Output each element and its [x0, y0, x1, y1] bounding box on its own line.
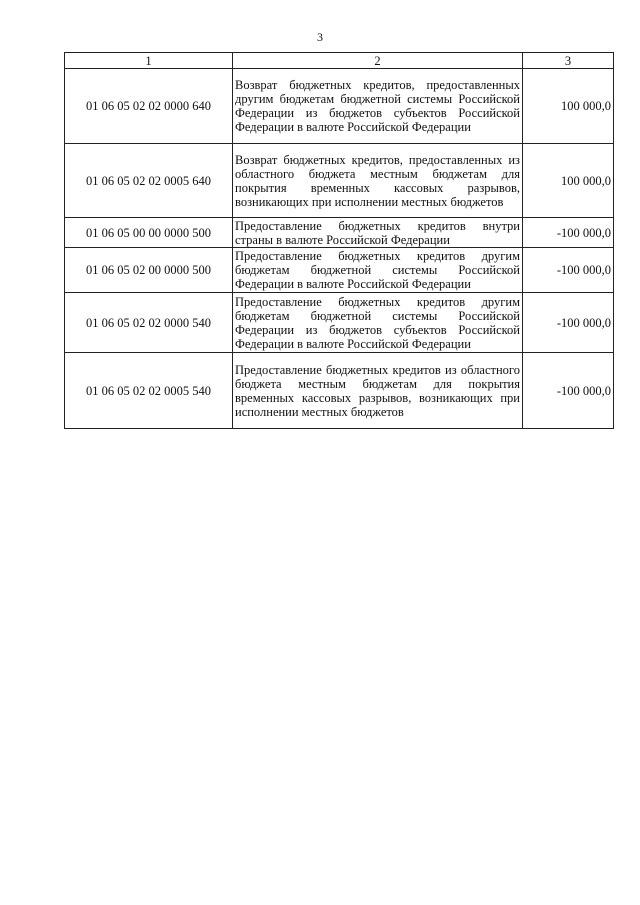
column-header-3: 3: [523, 53, 614, 69]
row-amount: 100 000,0: [523, 144, 614, 218]
table-header-row: [65, 53, 614, 69]
row-description: Возврат бюджетных кредитов, предоставленных другим бюджетам бюджетной системы Российской Федерации из бюджетов субъектов Российской Федерации в валюте Российской Федерации: [233, 69, 523, 144]
table-row: [65, 218, 614, 248]
budget-code: 01 06 05 02 02 0005 540: [65, 353, 233, 429]
budget-code: 01 06 05 02 02 0005 640: [65, 144, 233, 218]
row-amount: -100 000,0: [523, 248, 614, 293]
table-row: [65, 69, 614, 144]
table-row: [65, 353, 614, 429]
table-row: [65, 144, 614, 218]
budget-code: 01 06 05 02 02 0000 640: [65, 69, 233, 144]
row-description: Предоставление бюджетных кредитов внутри страны в валюте Российской Федерации: [233, 218, 523, 248]
budget-code: 01 06 05 02 00 0000 500: [65, 248, 233, 293]
page-number: 3: [317, 30, 323, 44]
row-description: Предоставление бюджетных кредитов другим бюджетам бюджетной системы Российской Федерации в валюте Российской Федерации: [233, 248, 523, 293]
table-row: [65, 293, 614, 353]
row-amount: -100 000,0: [523, 218, 614, 248]
column-header-2: 2: [233, 53, 523, 69]
column-header-1: 1: [65, 53, 233, 69]
budget-sources-table: [64, 52, 614, 429]
row-description: Предоставление бюджетных кредитов другим бюджетам бюджетной системы Российской Федерации из бюджетов субъектов Российской Федерации в валюте Российской Федерации: [233, 293, 523, 353]
table-row: [65, 248, 614, 293]
row-amount: -100 000,0: [523, 293, 614, 353]
budget-code: 01 06 05 00 00 0000 500: [65, 218, 233, 248]
row-description: Возврат бюджетных кредитов, предоставленных из областного бюджета местным бюджетам для покрытия временных кассовых разрывов, возникающих при исполнении местных бюджетов: [233, 144, 523, 218]
row-amount: -100 000,0: [523, 353, 614, 429]
row-description: Предоставление бюджетных кредитов из областного бюджета местным бюджетам для покрытия временных кассовых разрывов, возникающих при исполнении местных бюджетов: [233, 353, 523, 429]
budget-code: 01 06 05 02 02 0000 540: [65, 293, 233, 353]
row-amount: 100 000,0: [523, 69, 614, 144]
